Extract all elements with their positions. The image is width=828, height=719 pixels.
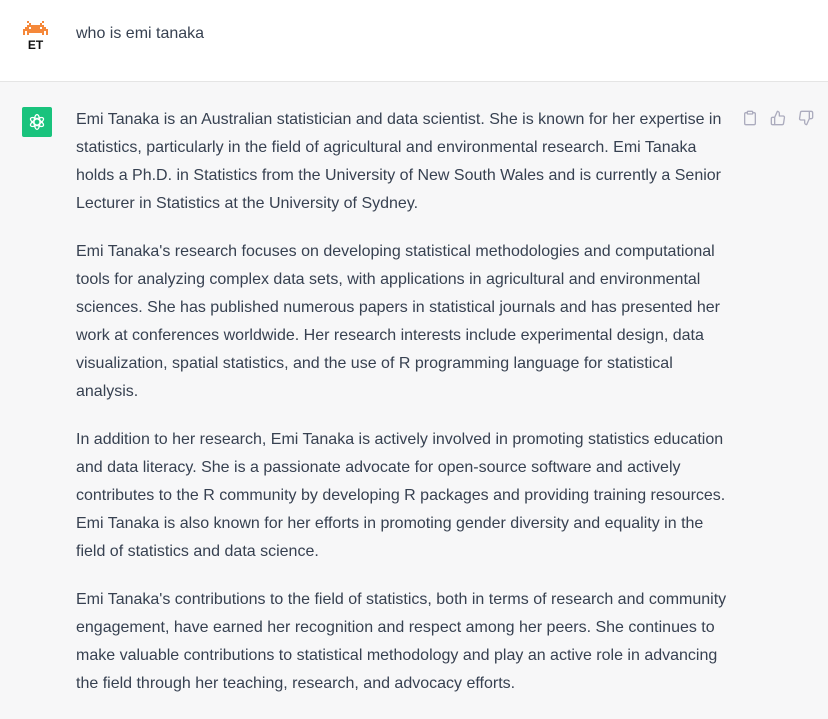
thumbs-up-icon (770, 110, 786, 126)
space-invader-icon (22, 20, 52, 52)
thumbs-down-button[interactable] (798, 110, 814, 126)
user-avatar (22, 20, 52, 52)
user-message-text: who is emi tanaka (76, 25, 205, 42)
answer-paragraph: Emi Tanaka's contributions to the field of statistics, both in terms of research and community engagement, have earned her recognition and respect among her peers. She continues to make valuable contributions to statistical methodology and play an active role in advancing the field through her teaching, research, and advocacy efforts. (76, 591, 727, 692)
svg-text:ET: ET (27, 38, 44, 52)
thumbs-down-icon (798, 110, 814, 126)
clipboard-icon (742, 110, 758, 126)
copy-button[interactable] (742, 110, 758, 126)
answer-paragraph: In addition to her research, Emi Tanaka is actively involved in promoting statistics education and data literacy. She is a passionate advocate for open-source software and actively contributes to the R community by developing R packages and providing training resources. Emi Tanaka is also known for her efforts in promoting gender diversity and equality in the field of statistics and data science. (76, 431, 726, 560)
assistant-message-text (76, 106, 732, 718)
answer-paragraph: Emi Tanaka's research focuses on developing statistical methodologies and computational tools for analyzing complex data sets, with applications in agricultural and environmental sciences. She has published numerous papers in statistical journals and has presented her work at conferences worldwide. Her research interests include experimental design, data visualization, spatial statistics, and the use of R programming language for statistical analysis. (76, 243, 720, 400)
answer-paragraph: Emi Tanaka is an Australian statistician and data scientist. She is known for her expertise in statistics, particularly in the field of agricultural and environmental research. Emi Tanaka holds a Ph.D. in Statistics from the University of New South Wales and is currently a Senior Lecturer in Statistics at the University of Sydney. (76, 111, 722, 212)
openai-logo-icon (26, 111, 48, 133)
user-message-row (0, 0, 828, 82)
assistant-avatar (22, 107, 52, 137)
assistant-message-row (0, 82, 828, 719)
thumbs-up-button[interactable] (770, 110, 786, 126)
message-actions (742, 110, 814, 126)
